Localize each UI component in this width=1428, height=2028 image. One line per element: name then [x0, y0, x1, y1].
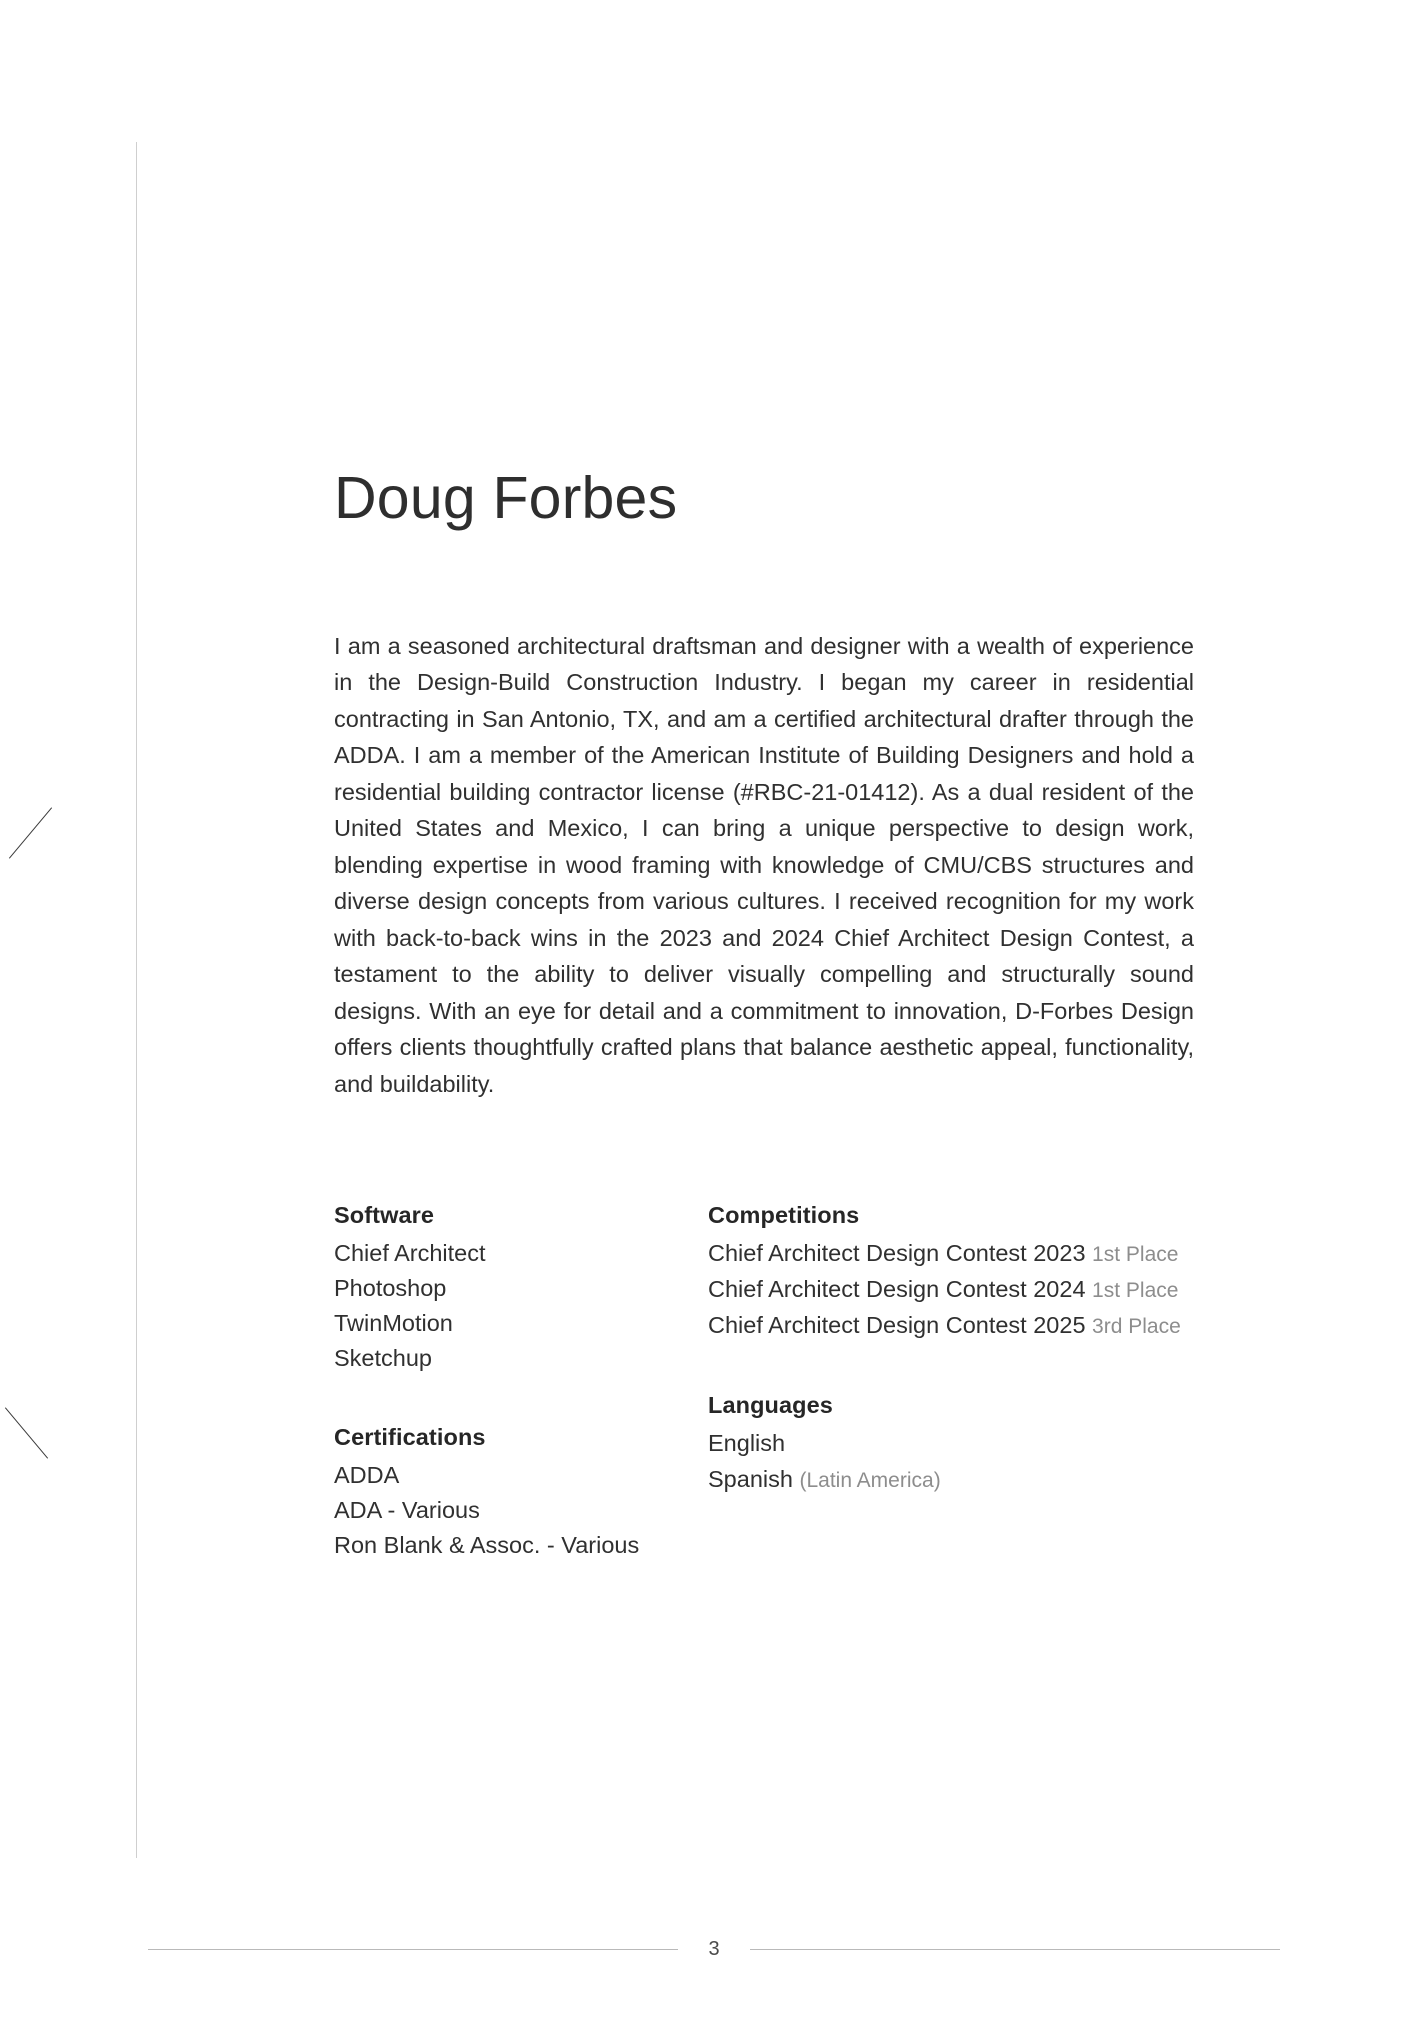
footer-rule-left	[148, 1949, 678, 1950]
list-item: Chief Architect	[334, 1240, 486, 1267]
professional-summary: I am a seasoned architectural draftsman and designer with a wealth of experience in the Design-Build Construction Industry. I began my career in residential contracting in San Antonio, TX, and am a certified architectural drafter through the ADDA. I am a member of the American Institute of Building Designers and hold a residential building contractor license (#RBC-21-01412). As a dual resident of the United States and Mexico, I can bring a unique perspective to design work, blending expertise in wood framing with knowledge of CMU/CBS structures and diverse design concepts from various cultures. I received recognition for my work with back-to-back wins in the 2023 and 2024 Chief Architect Design Contest, a testament to the ability to deliver visually compelling and structurally sound designs. With an eye for detail and a commitment to innovation, D-Forbes Design offers clients thoughtfully crafted plans that balance aesthetic appeal, functionality, and buildability.	[334, 632, 1194, 1097]
page-content	[334, 0, 1234, 1563]
list-item: Ron Blank & Assoc. - Various	[334, 1532, 640, 1559]
page-footer	[0, 1938, 1428, 1961]
list-item	[708, 1426, 1234, 1462]
language-name: English	[708, 1430, 786, 1457]
right-column	[708, 1202, 1234, 1563]
list-item	[708, 1272, 1234, 1308]
left-column	[334, 1202, 708, 1563]
certifications-heading: Certifications	[334, 1424, 486, 1451]
competition-name: Chief Architect Design Contest 2024	[708, 1276, 1086, 1303]
list-item: TwinMotion	[334, 1310, 453, 1337]
list-item: ADDA	[334, 1462, 400, 1489]
software-heading: Software	[334, 1202, 435, 1229]
competitions-block	[708, 1202, 1234, 1344]
list-item	[708, 1236, 1234, 1272]
left-margin-rule	[136, 142, 137, 1858]
competitions-heading: Competitions	[708, 1202, 860, 1229]
competition-result: 1st Place	[1092, 1279, 1179, 1303]
competition-result: 3rd Place	[1092, 1315, 1181, 1339]
languages-heading: Languages	[708, 1392, 833, 1419]
page-title: Doug Forbes	[334, 465, 678, 531]
languages-block	[708, 1392, 1234, 1498]
list-item	[708, 1462, 1234, 1498]
certifications-block	[334, 1424, 708, 1563]
competition-name: Chief Architect Design Contest 2025	[708, 1312, 1086, 1339]
language-qualifier: (Latin America)	[799, 1469, 941, 1493]
list-item	[708, 1308, 1234, 1344]
decorative-tick-lower-icon	[5, 1407, 48, 1458]
software-block	[334, 1202, 708, 1376]
skills-columns	[334, 1102, 1234, 1563]
footer-rule-right	[750, 1949, 1280, 1950]
page-number: 3	[708, 1938, 720, 1960]
competition-name: Chief Architect Design Contest 2023	[708, 1240, 1086, 1267]
decorative-tick-upper-icon	[9, 807, 52, 858]
competition-result: 1st Place	[1092, 1243, 1179, 1267]
list-item: ADA - Various	[334, 1497, 480, 1524]
list-item: Photoshop	[334, 1275, 447, 1302]
language-name: Spanish	[708, 1466, 793, 1493]
list-item: Sketchup	[334, 1345, 432, 1372]
